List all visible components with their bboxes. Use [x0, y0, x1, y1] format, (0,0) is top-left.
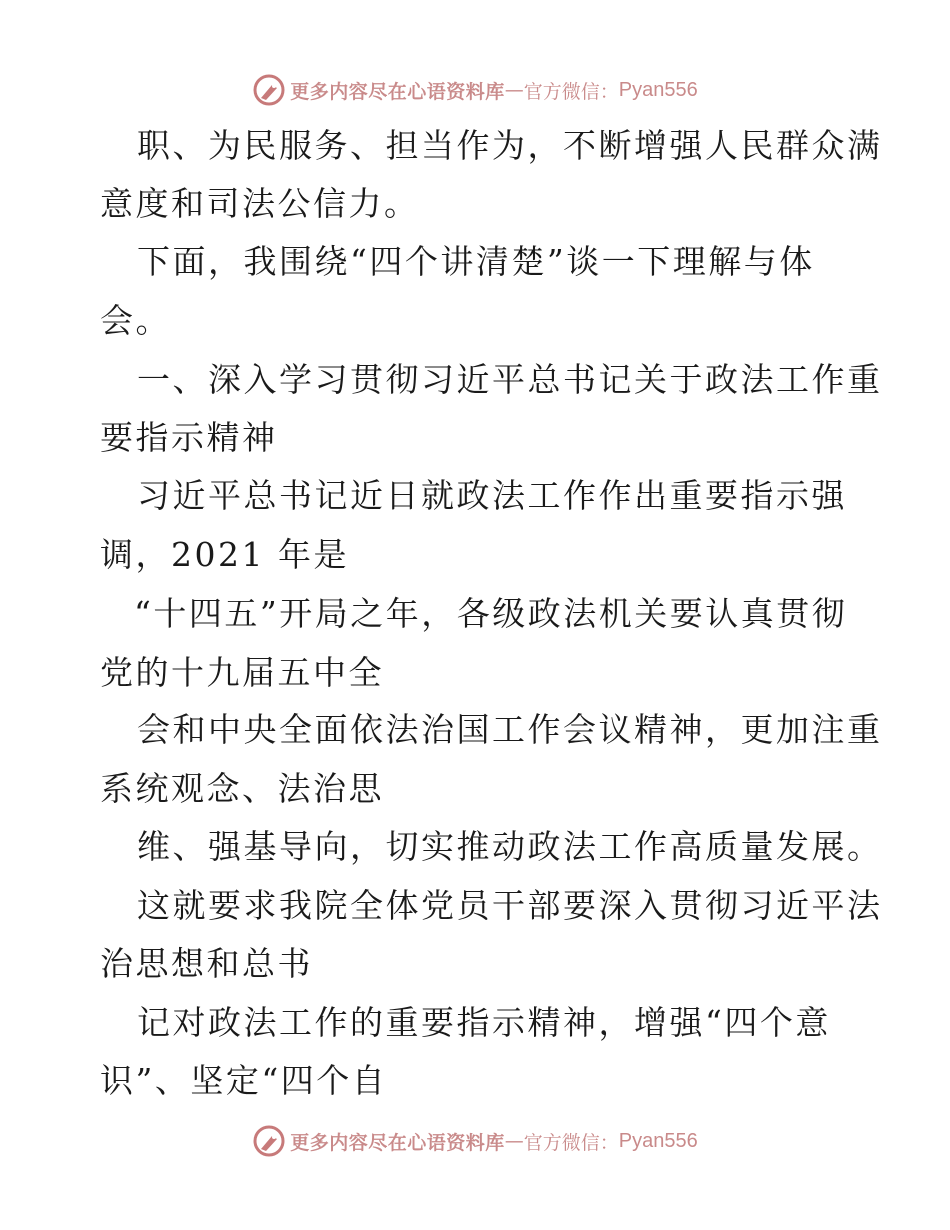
- text-line: 维、强基导向，切实推动政法工作高质量发展。: [137, 827, 883, 866]
- text-line: 调，2021 年是: [100, 535, 349, 574]
- text-line: 会和中央全面依法治国工作会议精神，更加注重: [137, 710, 883, 749]
- text-line: 会。: [100, 301, 171, 340]
- watermark-separator: —: [504, 79, 524, 101]
- section-heading: 一、深入学习贯彻习近平总书记关于政法工作重: [137, 360, 883, 399]
- footer-watermark: [0, 1121, 950, 1161]
- watermark-wechat-id: Pyan556: [618, 1129, 698, 1152]
- watermark-label: 官方微信：: [523, 1131, 619, 1154]
- text-line: 意度和司法公信力。: [100, 184, 420, 223]
- watermark-text: 更多内容尽在心语资料库: [290, 80, 505, 103]
- header-watermark: [0, 70, 950, 110]
- text-line: 识”、坚定“四个自: [100, 1061, 388, 1100]
- section-heading-cont: 要指示精神: [100, 418, 278, 457]
- text-line: 系统观念、法治思: [100, 769, 384, 808]
- text-line: 习近平总书记近日就政法工作作出重要指示强: [137, 476, 847, 515]
- watermark-separator: —: [504, 1130, 524, 1152]
- text-line: 党的十九届五中全: [100, 653, 384, 692]
- pen-nib-logo-icon: [252, 1124, 286, 1158]
- text-line: 下面，我围绕“四个讲清楚”谈一下理解与体: [137, 242, 815, 281]
- text-line: 这就要求我院全体党员干部要深入贯彻习近平法: [137, 886, 883, 925]
- pen-nib-logo-icon: [252, 73, 286, 107]
- text-line: 职、为民服务、担当作为，不断增强人民群众满: [137, 126, 883, 165]
- text-line: 治思想和总书: [100, 944, 313, 983]
- watermark-wechat-id: Pyan556: [618, 78, 698, 101]
- watermark-label: 官方微信：: [523, 80, 619, 103]
- watermark-text: 更多内容尽在心语资料库: [290, 1131, 505, 1154]
- text-line: 记对政法工作的重要指示精神，增强“四个意: [137, 1003, 831, 1042]
- text-line: “十四五”开局之年，各级政法机关要认真贯彻: [134, 594, 848, 633]
